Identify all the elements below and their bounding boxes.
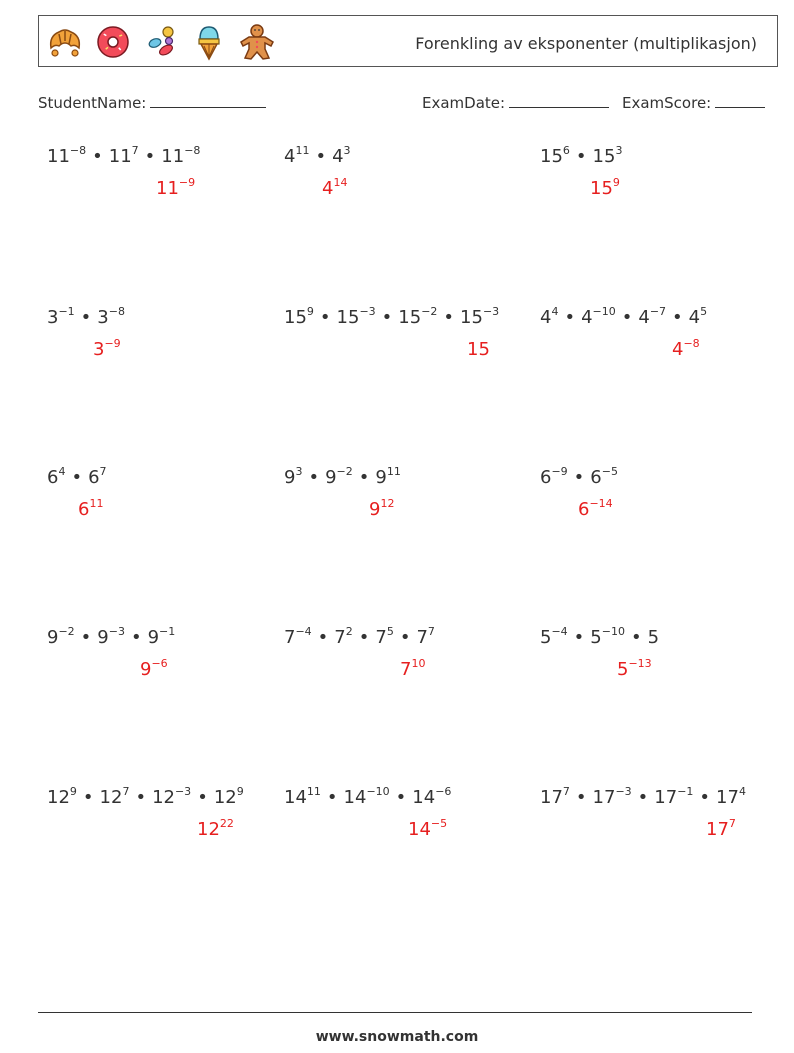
power-term: $15^{-3}$ <box>460 305 500 328</box>
answer-2 <box>322 178 347 199</box>
problem-8 <box>284 467 401 488</box>
multiply-operator: • <box>92 146 103 167</box>
answer-power: $12^{22}$ <box>197 817 234 840</box>
answer-power: $17^7$ <box>706 817 736 840</box>
multiply-operator: • <box>144 146 156 167</box>
problem-4 <box>47 307 125 328</box>
problem-14 <box>284 787 451 808</box>
power-term: $11^{-8}$ <box>161 144 201 167</box>
exam-score-blank <box>715 93 765 108</box>
power-term: $4^{11}$ <box>284 144 310 167</box>
multiply-operator: • <box>395 787 407 808</box>
student-name-blank <box>150 93 266 108</box>
multiply-operator: • <box>573 627 585 648</box>
power-term: $15^9$ <box>284 305 314 328</box>
power-term: $15^6$ <box>540 144 570 167</box>
power-term: $17^7$ <box>540 785 570 808</box>
answer-10 <box>140 659 168 680</box>
multiply-operator: • <box>699 787 711 808</box>
problem-2 <box>284 146 351 167</box>
multiply-operator: • <box>573 467 585 488</box>
answer-5 <box>467 339 490 360</box>
problem-15 <box>540 787 746 808</box>
answer-power: $6^{11}$ <box>78 497 104 520</box>
answer-power: $4^{14}$ <box>322 176 348 199</box>
power-term: $15^{-3}$ <box>336 305 376 328</box>
answer-6 <box>672 339 700 360</box>
power-term: $17^{-1}$ <box>654 785 694 808</box>
multiply-operator: • <box>308 467 320 488</box>
power-term: $14^{-10}$ <box>343 785 390 808</box>
power-term: $6^7$ <box>88 465 107 488</box>
header-icons <box>45 22 277 62</box>
multiply-operator: • <box>135 787 147 808</box>
power-term: $12^7$ <box>99 785 130 808</box>
multiply-operator: • <box>358 467 370 488</box>
power-term: $14^{11}$ <box>284 785 321 808</box>
exam-date-label: ExamDate: <box>422 94 506 112</box>
multiply-operator: • <box>443 307 455 328</box>
multiply-operator: • <box>80 307 92 328</box>
answer-15 <box>706 819 736 840</box>
exam-date-blank <box>509 93 609 108</box>
power-term: $6^{-9}$ <box>540 465 568 488</box>
exam-score-label: ExamScore: <box>622 94 712 112</box>
answer-12 <box>617 659 652 680</box>
student-name-field <box>38 93 266 112</box>
answer-power: $9^{-6}$ <box>140 657 168 680</box>
problem-3 <box>540 146 622 167</box>
power-term: $9^{-3}$ <box>97 625 125 648</box>
multiply-operator: • <box>399 627 411 648</box>
answer-power: $15^9$ <box>590 176 620 199</box>
answer-power: $9^{12}$ <box>369 497 395 520</box>
power-term: $11^{-8}$ <box>47 144 87 167</box>
multiply-operator: • <box>621 307 633 328</box>
multiply-operator: • <box>315 146 327 167</box>
power-term: $9^{-2}$ <box>325 465 353 488</box>
multiply-operator: • <box>630 627 642 648</box>
power-term: $4^4$ <box>540 305 559 328</box>
croissant-icon <box>45 22 85 62</box>
power-term: $12^{-3}$ <box>152 785 192 808</box>
power-term: $3^{-1}$ <box>47 305 75 328</box>
power-term: $3^{-8}$ <box>97 305 125 328</box>
multiply-operator: • <box>358 627 370 648</box>
power-term: $6^{-5}$ <box>590 465 618 488</box>
problem-12 <box>540 627 659 648</box>
power-term: $15^3$ <box>592 144 623 167</box>
power-term: $6^4$ <box>47 465 66 488</box>
answer-14 <box>408 819 447 840</box>
multiply-operator: • <box>319 307 331 328</box>
answer-8 <box>369 499 394 520</box>
answer-7 <box>78 499 103 520</box>
answer-power: 15 <box>467 339 490 360</box>
multiply-operator: • <box>71 467 83 488</box>
worksheet-header <box>38 15 778 67</box>
power-term: $4^5$ <box>688 305 708 328</box>
problem-13 <box>47 787 244 808</box>
candy-icon <box>141 22 181 62</box>
power-term: $5^{-10}$ <box>590 625 625 648</box>
multiply-operator: • <box>381 307 393 328</box>
exam-score-field <box>622 93 765 112</box>
power-term: $17^4$ <box>716 785 746 808</box>
answer-power: $7^{10}$ <box>400 657 426 680</box>
power-term: $7^7$ <box>416 625 435 648</box>
power-term: $7^{-4}$ <box>284 625 312 648</box>
power-term: $4^3$ <box>332 144 351 167</box>
student-name-label: StudentName: <box>38 94 147 112</box>
worksheet-title: Forenkling av eksponenter (multiplikasjon) <box>415 34 757 53</box>
answer-power: $14^{-5}$ <box>408 817 448 840</box>
problem-9 <box>540 467 618 488</box>
exam-date-field <box>422 93 609 112</box>
multiply-operator: • <box>82 787 94 808</box>
answer-13 <box>197 819 234 840</box>
multiply-operator: • <box>317 627 329 648</box>
power-term: $4^{-7}$ <box>638 305 667 328</box>
problem-6 <box>540 307 707 328</box>
multiply-operator: • <box>326 787 338 808</box>
answer-11 <box>400 659 425 680</box>
power-term: $7^5$ <box>375 625 394 648</box>
power-term: $17^{-3}$ <box>592 785 632 808</box>
multiply-operator: • <box>130 627 142 648</box>
power-term: $9^{-1}$ <box>147 625 176 648</box>
power-term: $9^{11}$ <box>375 465 401 488</box>
multiply-operator: • <box>672 307 683 328</box>
multiply-operator: • <box>197 787 208 808</box>
answer-3 <box>590 178 620 199</box>
multiply-operator: • <box>637 787 649 808</box>
power-term: $4^{-10}$ <box>581 305 616 328</box>
answer-power: $4^{-8}$ <box>672 337 700 360</box>
problem-5 <box>284 307 499 328</box>
donut-icon <box>93 22 133 62</box>
answer-power: $3^{-9}$ <box>93 337 121 360</box>
power-term: $11^7$ <box>108 144 139 167</box>
multiply-operator: • <box>564 307 576 328</box>
problem-11 <box>284 627 435 648</box>
power-term: $5^{-4}$ <box>540 625 568 648</box>
answer-power: $6^{-14}$ <box>578 497 613 520</box>
footer-divider <box>38 1012 752 1013</box>
power-term: $14^{-6}$ <box>412 785 452 808</box>
power-term: $9^{-2}$ <box>47 625 75 648</box>
problem-10 <box>47 627 175 648</box>
multiply-operator: • <box>575 146 587 167</box>
multiply-operator: • <box>80 627 92 648</box>
answer-1 <box>156 178 195 199</box>
power-term: $12^9$ <box>47 785 77 808</box>
power-term: $7^2$ <box>334 625 353 648</box>
power-term: $12^9$ <box>213 785 244 808</box>
power-term: $9^3$ <box>284 465 303 488</box>
answer-power: $11^{-9}$ <box>156 176 196 199</box>
gingerbread-icon <box>237 22 277 62</box>
problem-7 <box>47 467 107 488</box>
ice-cream-icon <box>189 22 229 62</box>
footer-url: www.snowmath.com <box>315 1029 479 1045</box>
power-term: 5 <box>647 627 660 648</box>
power-term: $15^{-2}$ <box>398 305 438 328</box>
answer-9 <box>578 499 613 520</box>
answer-power: $5^{-13}$ <box>617 657 652 680</box>
answer-4 <box>93 339 121 360</box>
problem-1 <box>47 146 200 167</box>
multiply-operator: • <box>575 787 587 808</box>
